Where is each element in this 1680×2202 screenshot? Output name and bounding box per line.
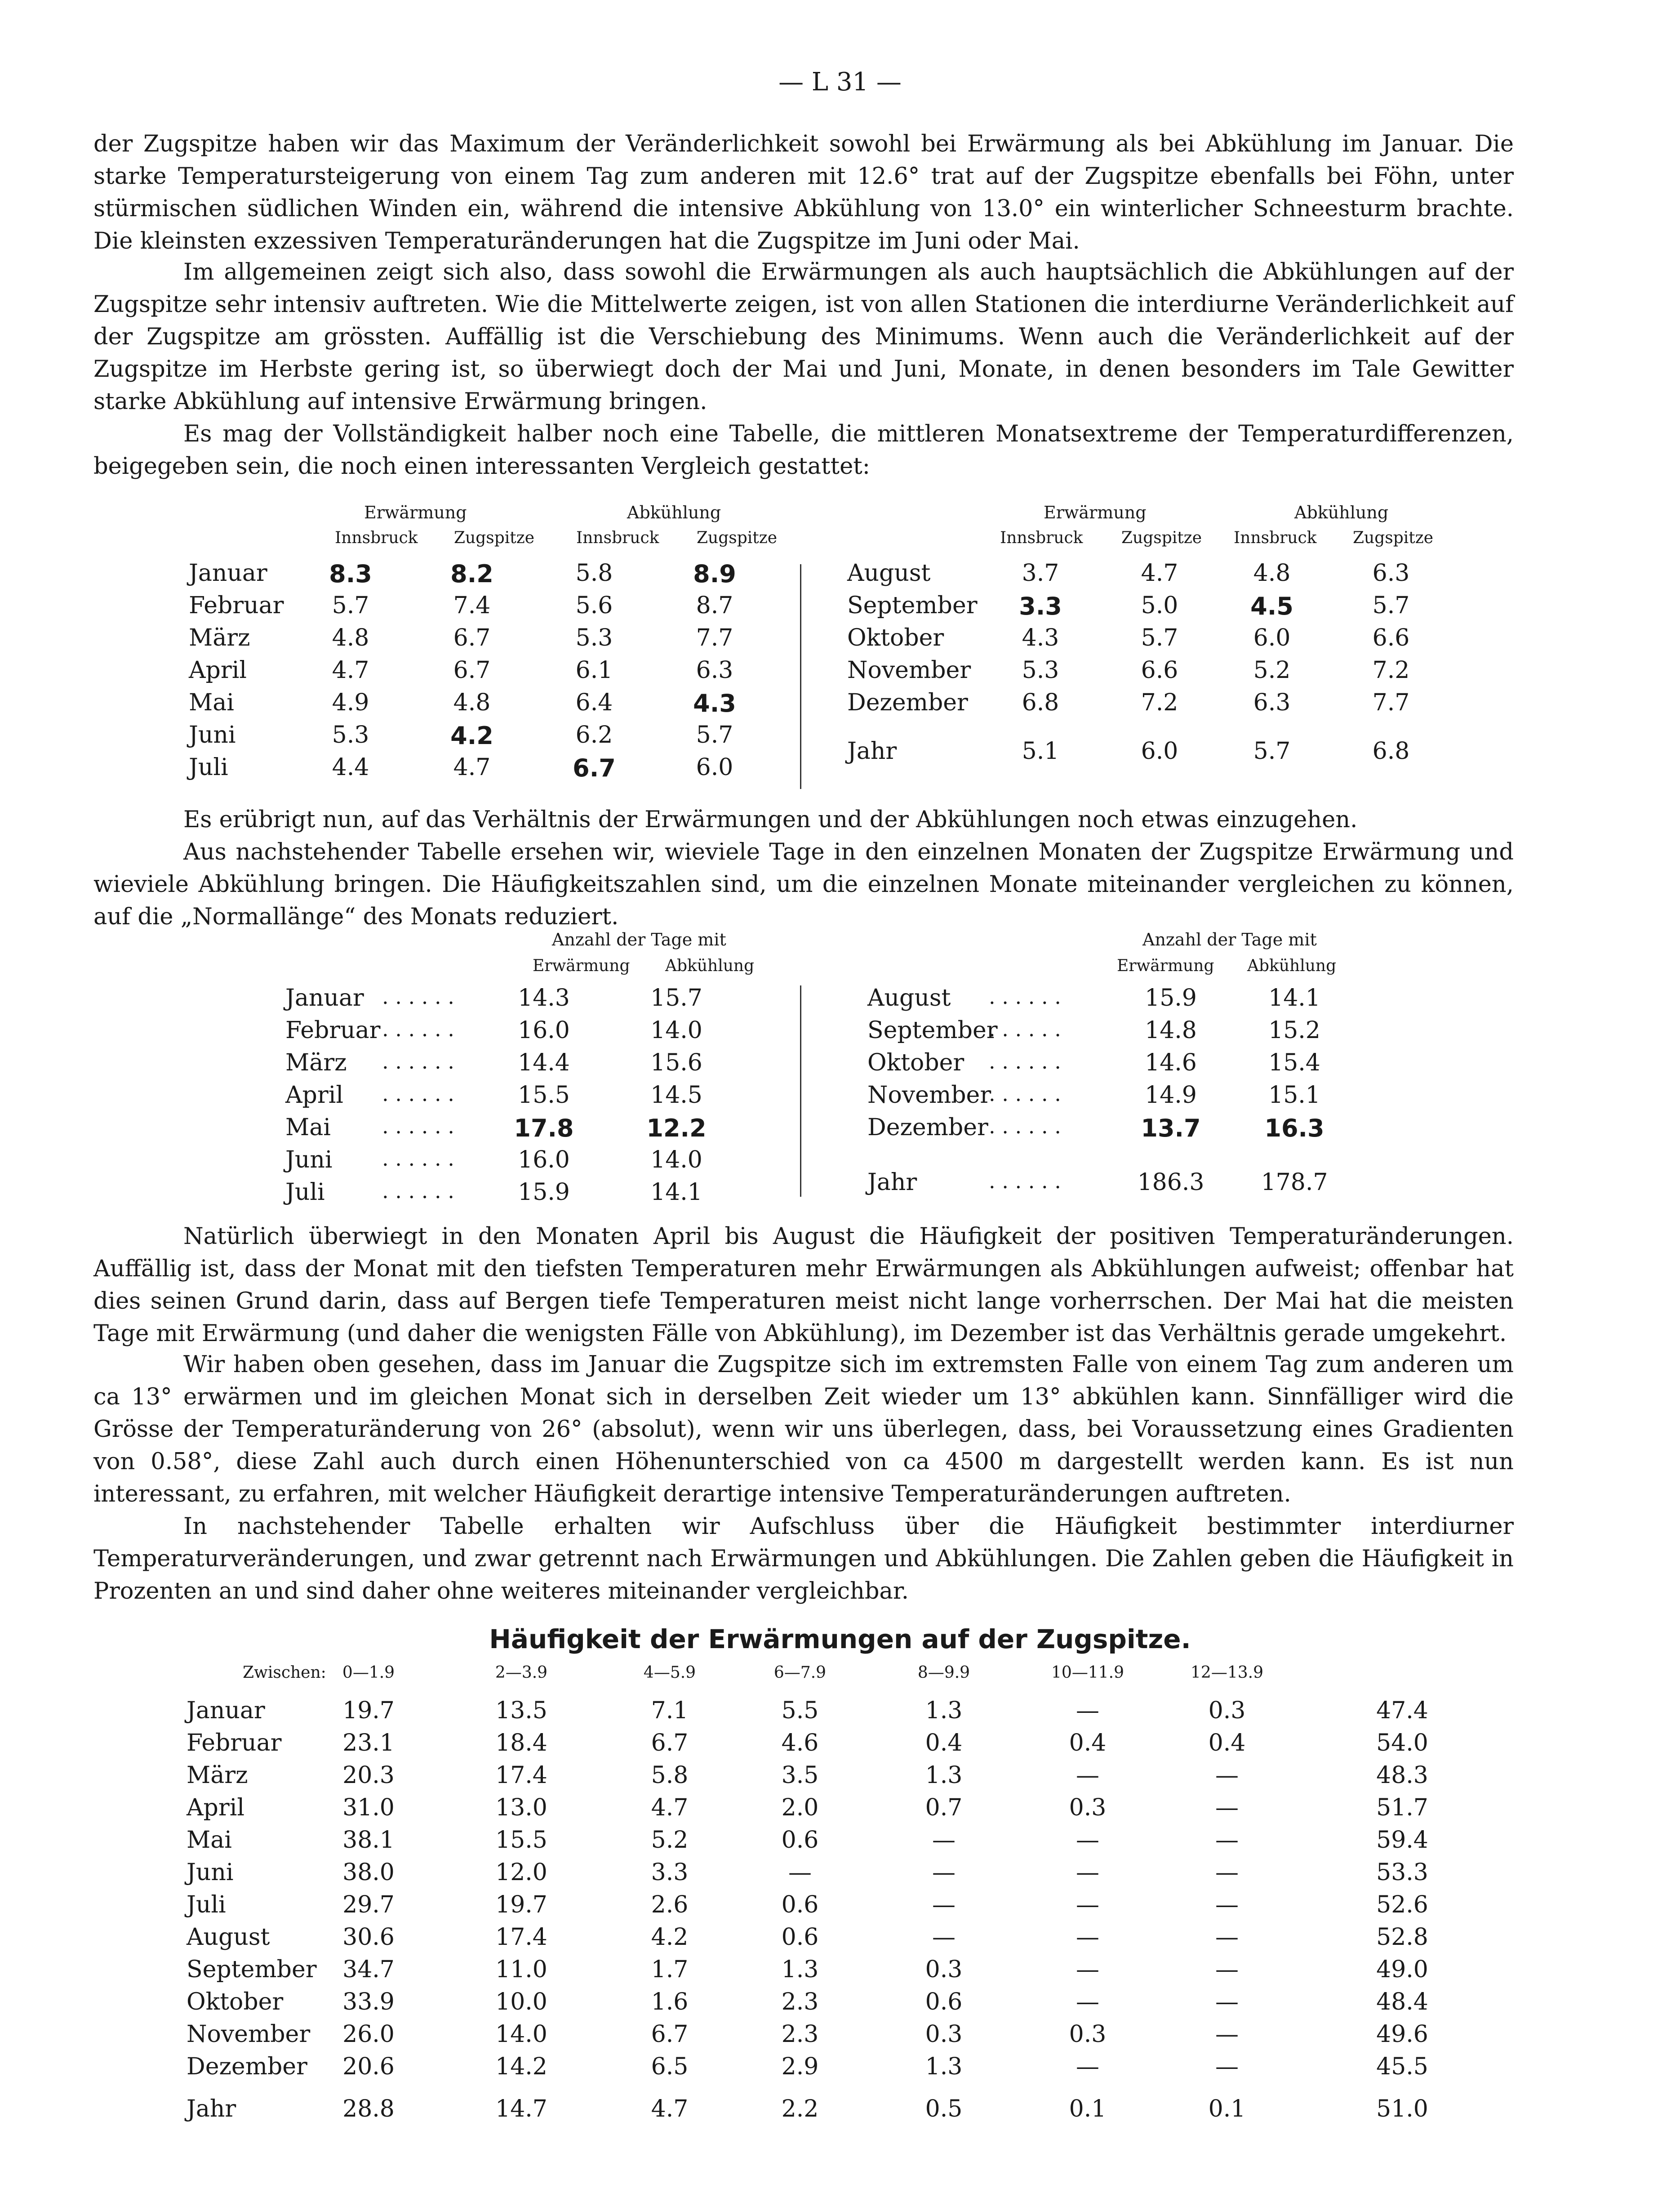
t3-month-september: September xyxy=(187,1956,317,1983)
t1-value-jahr-1: 6.0 xyxy=(1141,738,1178,765)
t3-month-märz: März xyxy=(187,1762,248,1789)
t3-value-oktober-1: 10.0 xyxy=(495,1988,547,2015)
t3-value-september-3: 1.3 xyxy=(781,1956,819,1983)
t3-range-3: 6—7.9 xyxy=(773,1663,827,1682)
t2-month-mai: Mai xyxy=(285,1114,331,1141)
t1-value-januar-1: 8.2 xyxy=(450,560,493,588)
t3-value-juni-1: 12.0 xyxy=(495,1859,547,1886)
t3-value-november-7: 49.6 xyxy=(1376,2021,1428,2048)
t3-value-dezember-4: 1.3 xyxy=(925,2053,963,2080)
t3-value-januar-6: 0.3 xyxy=(1208,1697,1246,1724)
t3-value-februar-0: 23.1 xyxy=(342,1730,395,1756)
t3-value-august-6: — xyxy=(1215,1924,1239,1951)
t2-leader-dots: . . . . . . xyxy=(989,1017,1061,1041)
t1-month-märz: März xyxy=(189,624,250,651)
t1-value-mai-1: 4.8 xyxy=(453,689,491,716)
t2-value-september-1: 15.2 xyxy=(1268,1017,1320,1044)
t3-value-juli-1: 19.7 xyxy=(495,1891,547,1918)
t2-value-märz-0: 14.4 xyxy=(518,1049,570,1076)
t3-value-november-3: 2.3 xyxy=(781,2021,819,2048)
t3-value-oktober-7: 48.4 xyxy=(1376,1988,1428,2015)
t2-value-märz-1: 15.6 xyxy=(650,1049,702,1076)
t2-value-februar-0: 16.0 xyxy=(518,1017,570,1044)
t1-value-juni-0: 5.3 xyxy=(332,722,369,749)
t3-value-april-4: 0.7 xyxy=(925,1794,963,1821)
t3-value-november-0: 26.0 xyxy=(342,2021,395,2048)
t1-value-märz-3: 7.7 xyxy=(696,624,733,651)
t3-value-juli-0: 29.7 xyxy=(342,1891,395,1918)
t3-value-juli-5: — xyxy=(1076,1891,1099,1918)
t1-header-warming-left: Erwärmung xyxy=(364,503,467,522)
t1-value-dezember-0: 6.8 xyxy=(1022,689,1059,716)
t3-value-jahr-7: 51.0 xyxy=(1376,2095,1428,2122)
t2-value-august-0: 15.9 xyxy=(1145,985,1197,1012)
t3-value-oktober-4: 0.6 xyxy=(925,1988,963,2015)
t3-value-mai-3: 0.6 xyxy=(781,1827,819,1854)
t2-value-april-0: 15.5 xyxy=(518,1082,570,1109)
t3-value-august-5: — xyxy=(1076,1924,1099,1951)
t3-value-april-2: 4.7 xyxy=(651,1794,689,1821)
t3-value-mai-2: 5.2 xyxy=(651,1827,689,1854)
t1-value-jahr-2: 5.7 xyxy=(1253,738,1291,765)
t3-value-september-0: 34.7 xyxy=(342,1956,395,1983)
t1-value-mai-3: 4.3 xyxy=(693,689,736,718)
t3-value-februar-6: 0.4 xyxy=(1208,1730,1246,1756)
t3-value-juni-5: — xyxy=(1076,1859,1099,1886)
t3-value-dezember-6: — xyxy=(1215,2053,1239,2080)
t2-value-januar-0: 14.3 xyxy=(518,985,570,1012)
t3-value-juni-2: 3.3 xyxy=(651,1859,689,1886)
t3-value-oktober-3: 2.3 xyxy=(781,1988,819,2015)
t2-leader-dots: . . . . . . xyxy=(382,1049,454,1074)
t3-month-april: April xyxy=(187,1794,244,1821)
t2-header-right: Anzahl der Tage mit xyxy=(1142,930,1317,949)
t3-value-januar-2: 7.1 xyxy=(651,1697,689,1724)
t1-value-september-2: 4.5 xyxy=(1250,592,1293,620)
t3-value-juli-4: — xyxy=(932,1891,956,1918)
t1-value-februar-2: 5.6 xyxy=(575,592,613,619)
t1-value-september-1: 5.0 xyxy=(1141,592,1178,619)
t3-value-märz-3: 3.5 xyxy=(781,1762,819,1789)
t3-value-jahr-1: 14.7 xyxy=(495,2095,547,2122)
t3-value-april-0: 31.0 xyxy=(342,1794,395,1821)
t3-value-februar-3: 4.6 xyxy=(781,1730,819,1756)
t1-value-jahr-0: 5.1 xyxy=(1022,738,1059,765)
t3-value-april-7: 51.7 xyxy=(1376,1794,1428,1821)
t2-value-november-0: 14.9 xyxy=(1145,1082,1197,1109)
t1-value-oktober-1: 5.7 xyxy=(1141,624,1178,651)
t1-value-januar-2: 5.8 xyxy=(575,560,613,587)
t3-value-märz-4: 1.3 xyxy=(925,1762,963,1789)
t2-value-februar-1: 14.0 xyxy=(650,1017,702,1044)
t3-value-januar-7: 47.4 xyxy=(1376,1697,1428,1724)
t2-value-august-1: 14.1 xyxy=(1268,985,1320,1012)
t1-month-juni: Juni xyxy=(189,722,236,749)
page-number: — L 31 — xyxy=(778,67,902,97)
t2-value-mai-0: 17.8 xyxy=(514,1114,574,1142)
t2-leader-dots: . . . . . . xyxy=(382,1114,454,1138)
t3-value-november-6: — xyxy=(1215,2021,1239,2048)
t2-value-juli-1: 14.1 xyxy=(650,1179,702,1206)
t3-value-juli-6: — xyxy=(1215,1891,1239,1918)
t1-value-april-1: 6.7 xyxy=(453,657,491,684)
t3-value-juni-0: 38.0 xyxy=(342,1859,395,1886)
t2-month-september: September xyxy=(867,1017,998,1044)
t1-value-september-3: 5.7 xyxy=(1372,592,1410,619)
t1-month-juli: Juli xyxy=(189,754,228,781)
t3-zwischen-label: Zwischen: xyxy=(243,1663,326,1682)
t2-leader-dots: . . . . . . xyxy=(989,1082,1061,1106)
t3-value-januar-0: 19.7 xyxy=(342,1697,395,1724)
t3-month-januar: Januar xyxy=(187,1697,265,1724)
t3-value-mai-4: — xyxy=(932,1827,956,1854)
t3-value-april-1: 13.0 xyxy=(495,1794,547,1821)
t2-month-juni: Juni xyxy=(285,1146,333,1173)
t1-value-februar-0: 5.7 xyxy=(332,592,369,619)
t3-value-september-4: 0.3 xyxy=(925,1956,963,1983)
t3-range-5: 10—11.9 xyxy=(1051,1663,1124,1682)
t3-month-mai: Mai xyxy=(187,1827,232,1854)
t1-month-august: August xyxy=(847,560,931,587)
t3-value-dezember-7: 45.5 xyxy=(1376,2053,1428,2080)
t3-value-april-6: — xyxy=(1215,1794,1239,1821)
t3-month-jahr: Jahr xyxy=(187,2095,236,2122)
t1-month-mai: Mai xyxy=(189,689,234,716)
t2-value-september-0: 14.8 xyxy=(1145,1017,1197,1044)
t3-range-4: 8—9.9 xyxy=(917,1663,970,1682)
t1-header-cooling-left: Abkühlung xyxy=(627,503,721,522)
t1-value-juni-1: 4.2 xyxy=(450,722,493,750)
t2-value-mai-1: 12.2 xyxy=(646,1114,707,1142)
t3-value-juni-6: — xyxy=(1215,1859,1239,1886)
t3-month-juni: Juni xyxy=(187,1859,234,1886)
t3-value-jahr-2: 4.7 xyxy=(651,2095,689,2122)
t1-value-juli-3: 6.0 xyxy=(696,754,733,781)
paragraph-4: Es erübrigt nun, auf das Verhältnis der Erwärmungen und der Abkühlungen noch etwas einzugehen. xyxy=(183,807,1358,833)
t3-value-oktober-5: — xyxy=(1076,1988,1099,2015)
t1-value-august-3: 6.3 xyxy=(1372,560,1410,587)
t1-value-juli-1: 4.7 xyxy=(453,754,491,781)
t2-sub-warming-right: Erwärmung xyxy=(1117,957,1214,975)
t1-month-februar: Februar xyxy=(189,592,284,619)
t3-value-september-2: 1.7 xyxy=(651,1956,689,1983)
t3-range-1: 2—3.9 xyxy=(495,1663,548,1682)
t3-value-dezember-0: 20.6 xyxy=(342,2053,395,2080)
t1-value-november-0: 5.3 xyxy=(1022,657,1059,684)
t3-value-mai-1: 15.5 xyxy=(495,1827,547,1854)
t1-sub-innsbruck-3: Innsbruck xyxy=(1000,529,1083,547)
t2-month-oktober: Oktober xyxy=(867,1049,964,1076)
t1-divider xyxy=(800,564,801,789)
t3-value-august-4: — xyxy=(932,1924,956,1951)
paragraph-6: Natürlich überwiegt in den Monaten April bis August die Häufigkeit der positiven Temperaturänderungen. Auffällig ist, dass der Monat mit den tiefsten Temperaturen mehr Erwärmungen als Abkühlungen aufweist; offenbar hat dies seinen Grund darin, dass auf Bergen tiefe Temperaturen meist nicht lange vorherrschen. Der Mai hat die meisten Tage mit Erwärmung (und daher die wenigsten Fälle von Abkühlung), im Dezember ist das Verhältnis gerade umgekehrt. xyxy=(93,1223,1514,1347)
t3-value-september-7: 49.0 xyxy=(1376,1956,1428,1983)
t2-value-jahr-1: 178.7 xyxy=(1261,1169,1328,1196)
t1-value-oktober-3: 6.6 xyxy=(1372,624,1410,651)
t1-value-märz-1: 6.7 xyxy=(453,624,491,651)
t1-sub-innsbruck-1: Innsbruck xyxy=(335,529,418,547)
t3-value-märz-2: 5.8 xyxy=(651,1762,689,1789)
t3-value-august-7: 52.8 xyxy=(1376,1924,1428,1951)
t3-month-juli: Juli xyxy=(187,1891,226,1918)
t3-value-juli-2: 2.6 xyxy=(651,1891,689,1918)
paragraph-2: Im allgemeinen zeigt sich also, dass sowohl die Erwärmungen als auch hauptsächlich die Abkühlungen auf der Zugspitze sehr intensiv auftreten. Wie die Mittelwerte zeigen, ist von allen Stationen die interdiurne Veränderlichkeit auf der Zugspitze am grössten. Auffällig ist die Verschiebung des Minimums. Wenn auch die Veränderlichkeit auf der Zugspitze im Herbste gering ist, so überwiegt doch der Mai und Juni, Monate, in denen besonders im Tale Gewitter starke Abkühlung auf intensive Erwärmung bringen. xyxy=(93,259,1514,415)
t3-range-2: 4—5.9 xyxy=(643,1663,696,1682)
t2-sub-cooling-left: Abkühlung xyxy=(665,957,755,975)
t2-value-juni-1: 14.0 xyxy=(650,1146,702,1173)
t2-sub-warming-left: Erwärmung xyxy=(533,957,630,975)
t3-value-september-6: — xyxy=(1215,1956,1239,1983)
t2-value-oktober-0: 14.6 xyxy=(1145,1049,1197,1076)
t3-value-juli-3: 0.6 xyxy=(781,1891,819,1918)
t1-month-dezember: Dezember xyxy=(847,689,968,716)
t1-month-jahr: Jahr xyxy=(847,738,897,765)
t3-range-6: 12—13.9 xyxy=(1191,1663,1263,1682)
t3-value-august-1: 17.4 xyxy=(495,1924,547,1951)
t2-month-november: November xyxy=(867,1082,991,1109)
table3-title: Häufigkeit der Erwärmungen auf der Zugspitze. xyxy=(489,1624,1191,1654)
t2-leader-dots: . . . . . . xyxy=(382,985,454,1009)
t3-value-januar-1: 13.5 xyxy=(495,1697,547,1724)
t3-value-jahr-5: 0.1 xyxy=(1069,2095,1107,2122)
t1-month-september: September xyxy=(847,592,978,619)
t3-value-november-5: 0.3 xyxy=(1069,2021,1107,2048)
t2-value-jahr-0: 186.3 xyxy=(1137,1169,1204,1196)
t2-value-april-1: 14.5 xyxy=(650,1082,702,1109)
t1-value-märz-0: 4.8 xyxy=(332,624,369,651)
t2-value-juli-0: 15.9 xyxy=(518,1179,570,1206)
t1-header-warming-right: Erwärmung xyxy=(1044,503,1147,522)
t2-divider xyxy=(800,985,801,1197)
paragraph-3: Es mag der Vollständigkeit halber noch eine Tabelle, die mittleren Monatsextreme der Temperaturdifferenzen, beigegeben sein, die noch einen interessanten Vergleich gestattet: xyxy=(93,421,1514,480)
t3-value-juni-4: — xyxy=(932,1859,956,1886)
t3-value-dezember-5: — xyxy=(1076,2053,1099,2080)
t3-value-juni-3: — xyxy=(788,1859,812,1886)
t2-leader-dots: . . . . . . xyxy=(989,985,1061,1009)
paragraph-8: In nachstehender Tabelle erhalten wir Aufschluss über die Häufigkeit bestimmter interdiurner Temperaturveränderungen, und zwar getrennt nach Erwärmungen und Abkühlungen. Die Zahlen geben die Häufigkeit in Prozenten an und sind daher ohne weiteres miteinander vergleichbar. xyxy=(93,1513,1514,1605)
t1-value-juni-3: 5.7 xyxy=(696,722,733,749)
t1-value-august-1: 4.7 xyxy=(1141,560,1178,587)
t3-value-april-5: 0.3 xyxy=(1069,1794,1107,1821)
t1-value-august-0: 3.7 xyxy=(1022,560,1059,587)
t2-month-märz: März xyxy=(285,1049,347,1076)
t3-value-januar-3: 5.5 xyxy=(781,1697,819,1724)
t3-value-dezember-3: 2.9 xyxy=(781,2053,819,2080)
t2-leader-dots: . . . . . . xyxy=(382,1146,454,1171)
t3-value-august-3: 0.6 xyxy=(781,1924,819,1951)
paragraph-7: Wir haben oben gesehen, dass im Januar die Zugspitze sich im extremsten Falle von einem Tag zum anderen um ca 13° erwärmen und im gleichen Monat sich in derselben Zeit wieder um 13° abkühlen kann. Sinnfälliger wird die Grösse der Temperaturänderung von 26° (absolut), wenn wir uns überlegen, dass, bei Voraussetzung eines Gradienten von 0.58°, diese Zahl auch durch einen Höhenunterschied von ca 4500 m dargestellt werden kann. Es ist nun interessant, zu erfahren, mit welcher Häufigkeit derartige intensive Temperaturänderungen auftreten. xyxy=(93,1351,1514,1507)
t1-sub-zugspitze-4: Zugspitze xyxy=(1353,529,1434,547)
t3-value-august-2: 4.2 xyxy=(651,1924,689,1951)
t3-value-märz-5: — xyxy=(1076,1762,1099,1789)
t3-value-juli-7: 52.6 xyxy=(1376,1891,1428,1918)
t1-value-mai-0: 4.9 xyxy=(332,689,369,716)
t3-month-oktober: Oktober xyxy=(187,1988,284,2015)
t3-range-0: 0—1.9 xyxy=(342,1663,395,1682)
t3-value-dezember-2: 6.5 xyxy=(651,2053,689,2080)
t2-value-juni-0: 16.0 xyxy=(518,1146,570,1173)
t1-month-april: April xyxy=(189,657,247,684)
t3-value-november-2: 6.7 xyxy=(651,2021,689,2048)
t1-value-februar-3: 8.7 xyxy=(696,592,733,619)
t2-leader-dots: . . . . . . xyxy=(382,1017,454,1041)
t2-leader-dots: . . . . . . xyxy=(989,1114,1061,1138)
t3-value-dezember-1: 14.2 xyxy=(495,2053,547,2080)
t3-value-juni-7: 53.3 xyxy=(1376,1859,1428,1886)
t1-value-april-3: 6.3 xyxy=(696,657,733,684)
t2-month-dezember: Dezember xyxy=(867,1114,988,1141)
t3-value-märz-6: — xyxy=(1215,1762,1239,1789)
t3-value-oktober-0: 33.9 xyxy=(342,1988,395,2015)
t1-month-oktober: Oktober xyxy=(847,624,944,651)
paragraph-5: Aus nachstehender Tabelle ersehen wir, wieviele Tage in den einzelnen Monaten der Zugspitze Erwärmung und wieviele Abkühlung bringen. Die Häufigkeitszahlen sind, um die einzelnen Monate miteinander vergleichen zu können, auf die „Normallänge“ des Monats reduziert. xyxy=(93,839,1514,930)
t3-value-mai-5: — xyxy=(1076,1827,1099,1854)
t2-leader-dots: . . . . . . xyxy=(382,1179,454,1203)
t1-value-mai-2: 6.4 xyxy=(575,689,613,716)
t1-value-november-1: 6.6 xyxy=(1141,657,1178,684)
t1-value-juni-2: 6.2 xyxy=(575,722,613,749)
t3-value-mai-6: — xyxy=(1215,1827,1239,1854)
t3-value-jahr-6: 0.1 xyxy=(1208,2095,1246,2122)
t1-value-märz-2: 5.3 xyxy=(575,624,613,651)
t1-value-januar-0: 8.3 xyxy=(329,560,372,588)
t2-value-oktober-1: 15.4 xyxy=(1268,1049,1320,1076)
t3-month-dezember: Dezember xyxy=(187,2053,307,2080)
t1-value-september-0: 3.3 xyxy=(1019,592,1062,620)
t2-header-left: Anzahl der Tage mit xyxy=(552,930,726,949)
t3-value-mai-7: 59.4 xyxy=(1376,1827,1428,1854)
t1-sub-innsbruck-2: Innsbruck xyxy=(576,529,659,547)
t3-value-jahr-0: 28.8 xyxy=(342,2095,395,2122)
t3-value-januar-5: — xyxy=(1076,1697,1099,1724)
t1-value-februar-1: 7.4 xyxy=(453,592,491,619)
t3-value-märz-0: 20.3 xyxy=(342,1762,395,1789)
t2-value-november-1: 15.1 xyxy=(1268,1082,1320,1109)
t1-value-april-2: 6.1 xyxy=(575,657,613,684)
t1-value-dezember-3: 7.7 xyxy=(1372,689,1410,716)
t3-value-november-4: 0.3 xyxy=(925,2021,963,2048)
t3-value-februar-4: 0.4 xyxy=(925,1730,963,1756)
t1-sub-zugspitze-2: Zugspitze xyxy=(697,529,778,547)
t2-month-januar: Januar xyxy=(285,985,364,1012)
t1-value-oktober-2: 6.0 xyxy=(1253,624,1291,651)
t1-value-juli-0: 4.4 xyxy=(332,754,369,781)
t1-value-april-0: 4.7 xyxy=(332,657,369,684)
t1-value-jahr-3: 6.8 xyxy=(1372,738,1410,765)
t3-value-jahr-3: 2.2 xyxy=(781,2095,819,2122)
t3-value-september-5: — xyxy=(1076,1956,1099,1983)
t2-sub-cooling-right: Abkühlung xyxy=(1247,957,1337,975)
t3-value-august-0: 30.6 xyxy=(342,1924,395,1951)
t1-value-januar-3: 8.9 xyxy=(693,560,736,588)
t3-value-april-3: 2.0 xyxy=(781,1794,819,1821)
t3-value-februar-1: 18.4 xyxy=(495,1730,547,1756)
t3-value-februar-5: 0.4 xyxy=(1069,1730,1107,1756)
t1-value-november-2: 5.2 xyxy=(1253,657,1291,684)
t2-month-april: April xyxy=(285,1082,343,1109)
t3-value-jahr-4: 0.5 xyxy=(925,2095,963,2122)
t2-value-dezember-1: 16.3 xyxy=(1264,1114,1324,1142)
t1-value-november-3: 7.2 xyxy=(1372,657,1410,684)
t3-value-februar-7: 54.0 xyxy=(1376,1730,1428,1756)
t3-value-märz-7: 48.3 xyxy=(1376,1762,1428,1789)
t1-value-juli-2: 6.7 xyxy=(573,754,616,782)
t3-value-mai-0: 38.1 xyxy=(342,1827,395,1854)
t3-value-oktober-6: — xyxy=(1215,1988,1239,2015)
t1-value-dezember-1: 7.2 xyxy=(1141,689,1178,716)
t2-month-februar: Februar xyxy=(285,1017,381,1044)
t2-leader-dots: . . . . . . xyxy=(382,1082,454,1106)
t3-month-november: November xyxy=(187,2021,311,2048)
t2-month-juli: Juli xyxy=(285,1179,325,1206)
t2-leader-dots: . . . . . . xyxy=(989,1049,1061,1074)
t1-sub-zugspitze-3: Zugspitze xyxy=(1121,529,1202,547)
t1-month-november: November xyxy=(847,657,971,684)
t3-month-august: August xyxy=(187,1924,270,1951)
t1-value-dezember-2: 6.3 xyxy=(1253,689,1291,716)
t3-value-januar-4: 1.3 xyxy=(925,1697,963,1724)
t3-month-februar: Februar xyxy=(187,1730,282,1756)
t1-value-oktober-0: 4.3 xyxy=(1022,624,1059,651)
t1-header-cooling-right: Abkühlung xyxy=(1294,503,1389,522)
t2-value-dezember-0: 13.7 xyxy=(1141,1114,1201,1142)
t3-value-oktober-2: 1.6 xyxy=(651,1988,689,2015)
t3-value-november-1: 14.0 xyxy=(495,2021,547,2048)
t1-sub-innsbruck-4: Innsbruck xyxy=(1234,529,1317,547)
t1-sub-zugspitze-1: Zugspitze xyxy=(454,529,535,547)
t1-value-august-2: 4.8 xyxy=(1253,560,1291,587)
t3-value-märz-1: 17.4 xyxy=(495,1762,547,1789)
t2-month-jahr: Jahr xyxy=(867,1169,917,1196)
t2-month-august: August xyxy=(867,985,951,1012)
t2-value-januar-1: 15.7 xyxy=(650,985,702,1012)
paragraph-1: der Zugspitze haben wir das Maximum der Veränderlichkeit sowohl bei Erwärmung als bei Abkühlung im Januar. Die starke Temperatursteigerung von einem Tag zum anderen mit 12.6° trat auf der Zugspitze ebenfalls bei Föhn, unter stürmischen südlichen Winden ein, während die intensive Abkühlung von 13.0° ein winterlicher Schneesturm brachte. Die kleinsten exzessiven Temperaturänderungen hat die Zugspitze im Juni oder Mai. xyxy=(93,131,1514,254)
t2-leader-dots: . . . . . . xyxy=(989,1169,1061,1194)
t1-month-januar: Januar xyxy=(189,560,267,587)
t3-value-februar-2: 6.7 xyxy=(651,1730,689,1756)
t3-value-september-1: 11.0 xyxy=(495,1956,547,1983)
